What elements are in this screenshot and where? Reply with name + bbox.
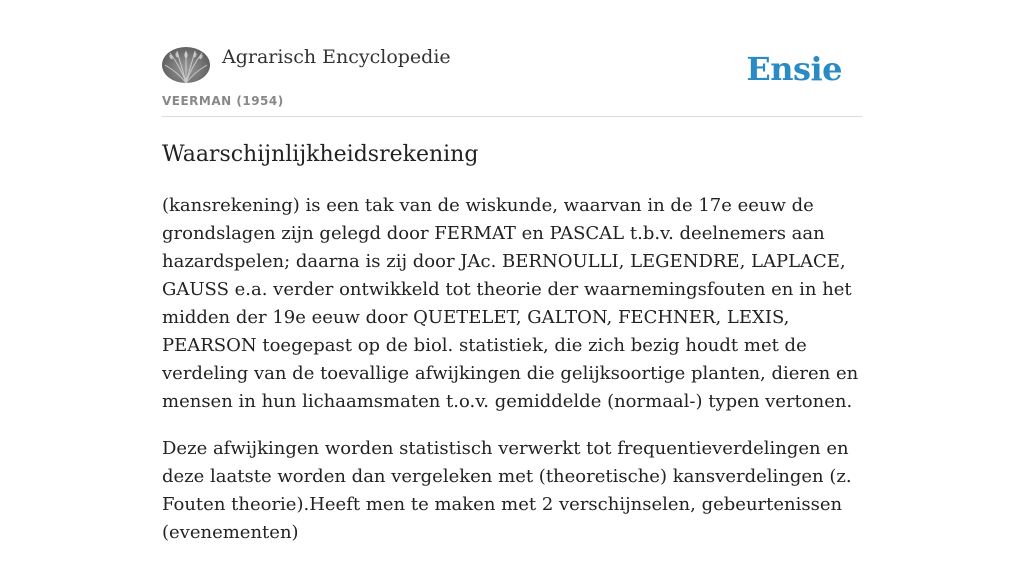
entry-paragraph: Deze afwijkingen worden statistisch verwerkt tot frequentieverdelingen en deze laatste worden dan vergeleken met (theoretische) kansverdelingen (z. Fouten theorie).Heeft men te maken met 2 verschijnselen, gebeurtenissen (evenementen) [162, 438, 852, 543]
entry-title: Waarschijnlijkheidsrekening [162, 142, 479, 167]
entry-paragraph: (kansrekening) is een tak van de wiskunde, waarvan in de 17e eeuw de grondslagen zijn gelegd door FERMAT en PASCAL t.b.v. deelnemers aan hazardspelen; daarna is zij door JAc. BERNOULLI, LEGENDRE, LAPLACE, GAUSS e.a. verder ontwikkeld tot theorie der waarnemingsfouten en in het midden der 19e eeuw door QUETELET, GALTON, FECHNER, LEXIS, PEARSON toegepast op de biol. statistiek, die zich bezig houdt met de verdeling van de toevallige afwijkingen die gelijksoortige planten, dieren en mensen in hun lichaamsmaten t.o.v. gemiddelde (normaal-) typen vertonen. [162, 195, 859, 412]
wheat-logo-icon[interactable] [162, 47, 210, 83]
publication-author: VEERMAN (1954) [162, 94, 284, 108]
header [162, 0, 862, 117]
entry-body [162, 192, 862, 566]
page [162, 0, 862, 543]
brand-logo[interactable]: Ensie [746, 50, 842, 88]
publication-title[interactable]: Agrarisch Encyclopedie [222, 46, 451, 68]
